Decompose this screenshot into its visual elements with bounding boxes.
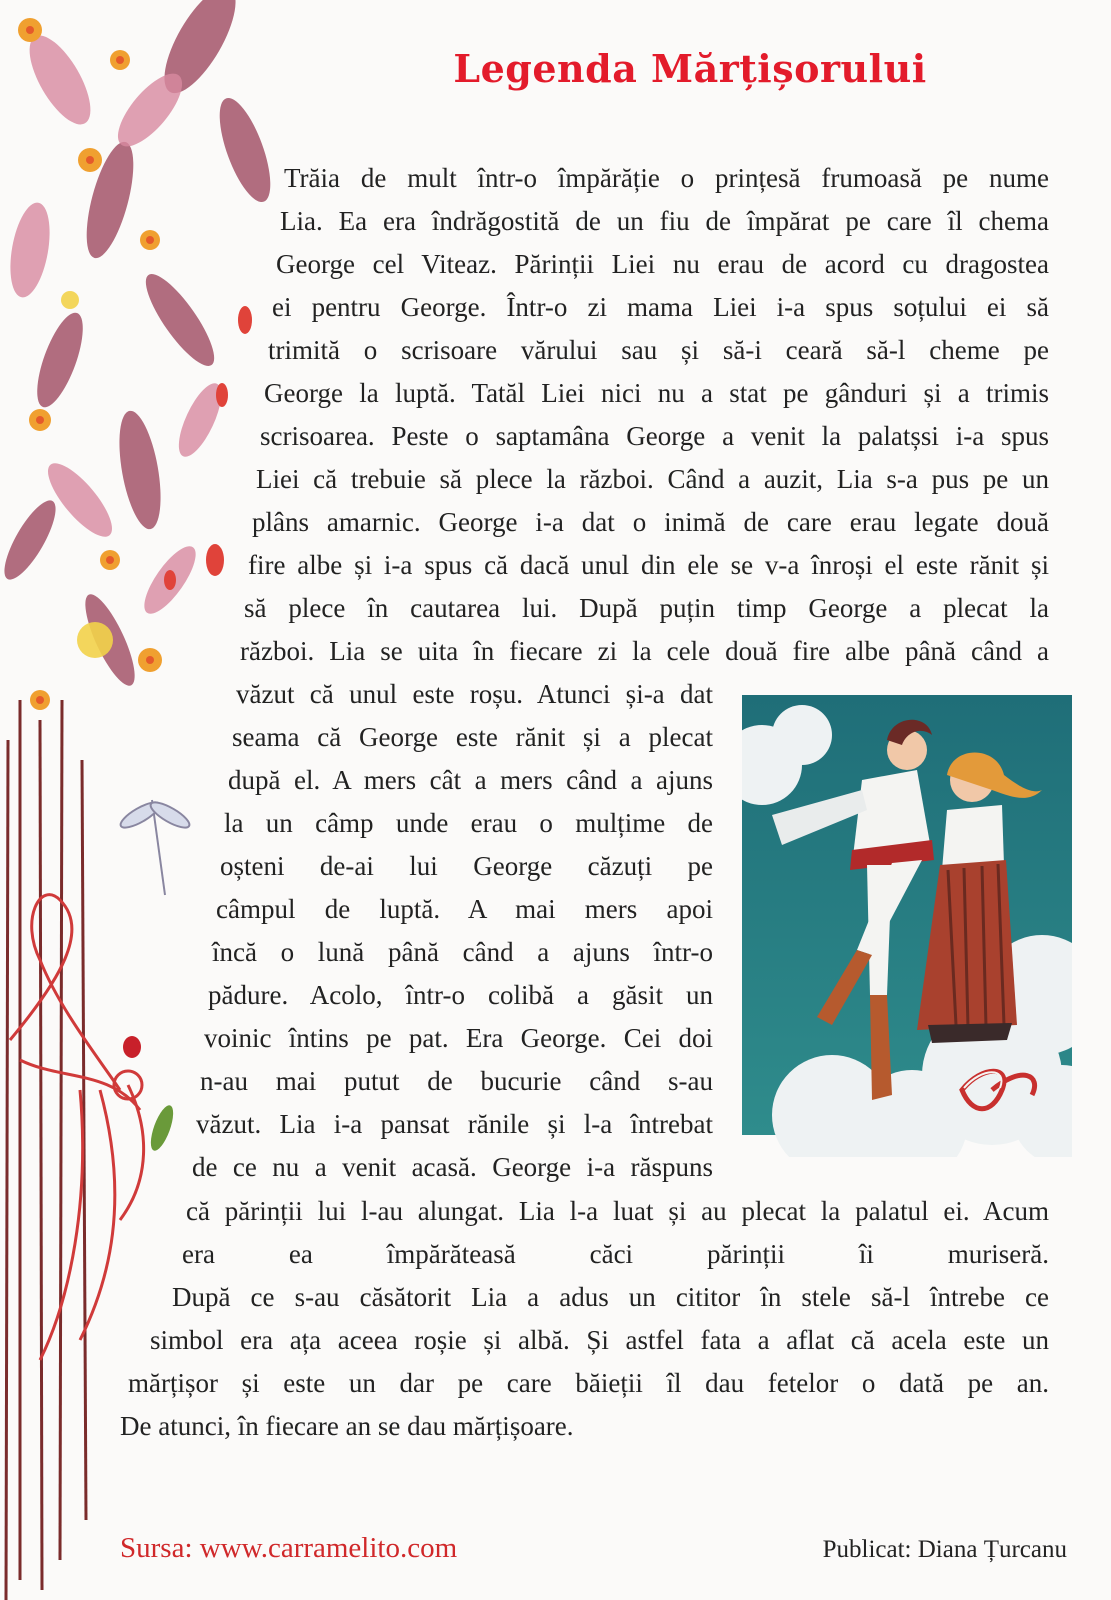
- story-line: seama că George este rănit și a plecat: [232, 722, 713, 752]
- story-line: oșteni de-ai lui George căzuți pe: [220, 851, 713, 881]
- story-line: trimită o scrisoare vărului sau și să-i ceară să-l cheme pe: [268, 335, 1049, 365]
- story-line: George cel Viteaz. Părinții Liei nu erau de acord cu dragostea: [276, 249, 1049, 279]
- story-line: de ce nu a venit acasă. George i-a răspuns: [192, 1152, 713, 1182]
- story-line: simbol era ața aceea roșie și albă. Și astfel fata a aflat că acela este un: [150, 1325, 1049, 1355]
- story-line: pădure. Acolo, într-o colibă a găsit un: [208, 980, 713, 1010]
- story-line: După ce s-au căsătorit Lia a adus un cititor în stele să-l întrebe ce: [172, 1282, 1049, 1312]
- story-line: la un câmp unde erau o mulțime de: [224, 808, 713, 838]
- story-line: George la luptă. Tatăl Liei nici nu a stat pe gânduri și a trimis: [264, 378, 1049, 408]
- story-line: scrisoarea. Peste o saptamâna George a venit la palatșsi i-a spus: [260, 421, 1049, 451]
- publisher-credit: Publicat: Diana Țurcanu: [822, 1536, 1067, 1563]
- story-line: văzut. Lia i-a pansat rănile și l-a întrebat: [196, 1109, 713, 1139]
- story-line: încă o lună până când a ajuns într-o: [212, 937, 713, 967]
- source-credit: Sursa: www.carramelito.com: [120, 1532, 458, 1564]
- story-line: văzut că unul este roșu. Atunci și-a dat: [236, 679, 713, 709]
- story-line: era ea împărăteasă căci părinții îi muriseră.: [182, 1239, 1049, 1269]
- story-line: că părinții lui l-au alungat. Lia l-a luat și au plecat la palatul ei. Acum: [186, 1196, 1049, 1226]
- story-line: n-au mai putut de bucurie când s-au: [200, 1066, 713, 1096]
- story-line: Liei că trebuie să plece la război. Când a auzit, Lia s-a pus pe un: [256, 464, 1049, 494]
- story-line: câmpul de luptă. A mai mers apoi: [216, 894, 713, 924]
- story-line: război. Lia se uita în fiecare zi la cele două fire albe până când a: [240, 636, 1049, 666]
- dancing-couple-illustration: [742, 695, 1072, 1157]
- story-line: voinic întins pe pat. Era George. Cei doi: [204, 1023, 713, 1053]
- story-line: ei pentru George. Într-o zi mama Liei i-a spus soțului ei să: [272, 292, 1049, 322]
- story-line: Lia. Ea era îndrăgostită de un fiu de împărat pe care îl chema: [280, 206, 1049, 236]
- story-line: după el. A mers cât a mers când a ajuns: [228, 765, 713, 795]
- story-line: plâns amarnic. George i-a dat o inimă de care erau legate două: [252, 507, 1049, 537]
- page-title: Legenda Mărțișorului: [453, 46, 927, 91]
- story-line: mărțișor și este un dar pe care băieții îl dau fetelor o dată pe an.: [128, 1368, 1049, 1398]
- story-line: fire albe și i-a spus că dacă unul din ele se v-a înroși el este rănit și: [248, 550, 1049, 580]
- story-line: De atunci, în fiecare an se dau mărțișoare.: [120, 1411, 574, 1441]
- story-line: să plece în cautarea lui. După puțin timp George a plecat la: [244, 593, 1049, 623]
- story-line: Trăia de mult într-o împărăție o prințesă frumoasă pe nume: [284, 163, 1049, 193]
